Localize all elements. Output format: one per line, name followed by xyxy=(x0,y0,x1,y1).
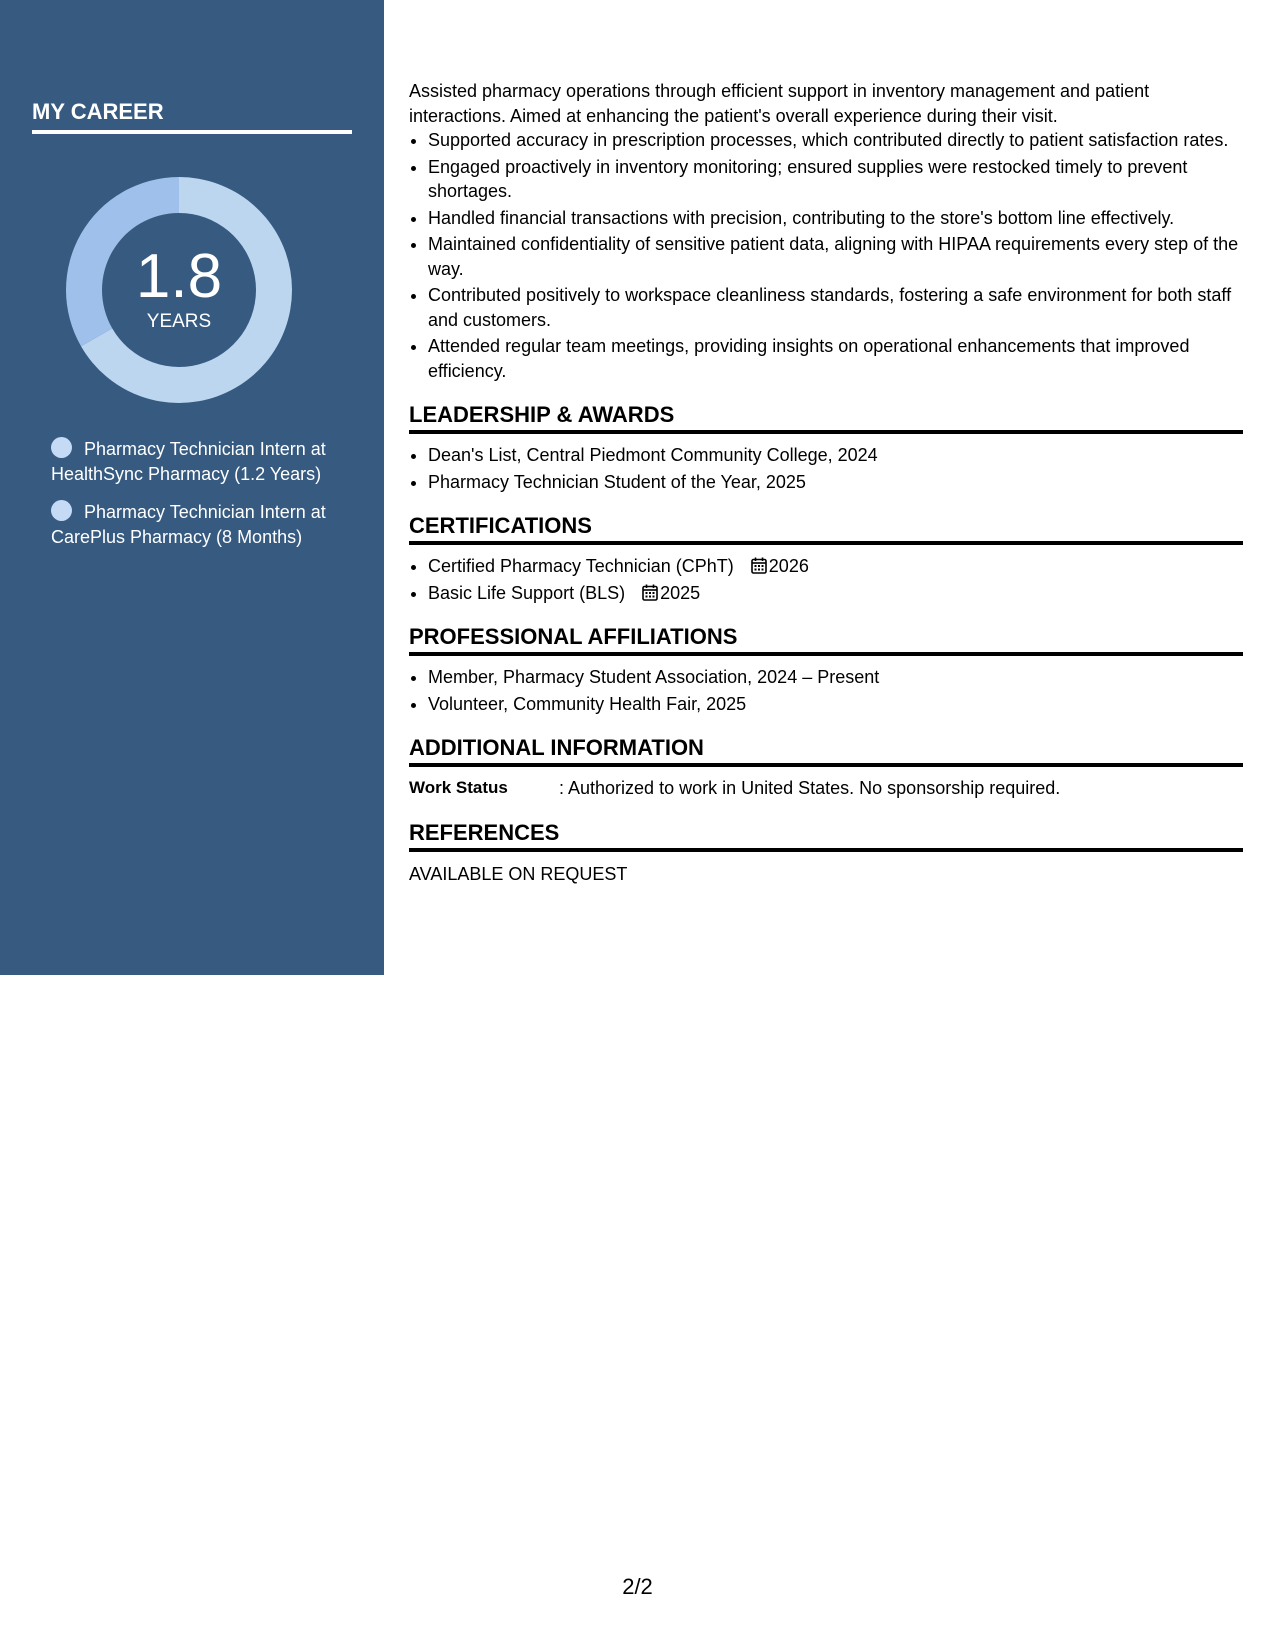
calendar-icon xyxy=(751,557,767,574)
career-years-value: 1.8 xyxy=(135,242,223,311)
career-legend-label: Pharmacy Technician Intern at CarePlus Pharmacy (8 Months) xyxy=(51,502,326,547)
experience-bullet: • Handled financial transactions with precision, contributing to the store's bottom line effectively. xyxy=(428,206,1243,231)
career-legend xyxy=(51,437,326,563)
certifications-heading: CERTIFICATIONS xyxy=(409,512,1243,545)
affiliations-list xyxy=(409,665,1243,716)
career-heading: MY CAREER xyxy=(32,99,164,124)
career-heading-rule xyxy=(32,130,352,134)
affiliation-item: • Volunteer, Community Health Fair, 2025 xyxy=(428,692,1243,717)
additional-info-heading: ADDITIONAL INFORMATION xyxy=(409,734,1243,767)
affiliations-heading: PROFESSIONAL AFFILIATIONS xyxy=(409,623,1243,656)
main-content xyxy=(409,79,1243,886)
career-legend-item xyxy=(51,437,326,486)
certification-item xyxy=(428,581,1243,606)
affiliation-item: • Member, Pharmacy Student Association, 2024 – Present xyxy=(428,665,1243,690)
certifications-list xyxy=(409,554,1243,605)
calendar-icon xyxy=(642,584,658,601)
page-number: 2/2 xyxy=(622,1574,653,1599)
career-years-unit: YEARS xyxy=(146,311,212,332)
leadership-item: • Dean's List, Central Piedmont Community College, 2024 xyxy=(428,443,1243,468)
legend-dot-icon xyxy=(51,437,72,458)
work-status-row xyxy=(409,776,1243,801)
experience-bullet: • Attended regular team meetings, providing insights on operational enhancements that improved efficiency. xyxy=(428,334,1243,383)
leadership-item: • Pharmacy Technician Student of the Year, 2025 xyxy=(428,470,1243,495)
career-legend-item xyxy=(51,500,326,549)
certification-item xyxy=(428,554,1243,579)
work-status-value: : Authorized to work in United States. No sponsorship required. xyxy=(559,778,1061,798)
sidebar xyxy=(0,0,384,975)
references-heading: REFERENCES xyxy=(409,819,1243,852)
experience-summary: Assisted pharmacy operations through efficient support in inventory management and patient interactions. Aimed at enhancing the patient's overall experience during their visit. xyxy=(409,81,1150,126)
certification-year: 2025 xyxy=(660,582,701,603)
certification-year: 2026 xyxy=(768,556,809,576)
legend-dot-icon xyxy=(51,500,72,521)
references-text: AVAILABLE ON REQUEST xyxy=(409,863,628,884)
experience-bullet: • Supported accuracy in prescription processes, which contributed directly to patient satisfaction rates. xyxy=(428,128,1243,153)
experience-bullet: • Engaged proactively in inventory monitoring; ensured supplies were restocked timely to prevent shortages. xyxy=(428,155,1243,204)
experience-bullet: • Maintained confidentiality of sensitive patient data, aligning with HIPAA requirements every step of the way. xyxy=(428,232,1243,281)
experience-bullet: • Contributed positively to workspace cleanliness standards, fostering a safe environment for both staff and customers. xyxy=(428,283,1243,332)
career-legend-label: Pharmacy Technician Intern at HealthSync Pharmacy (1.2 Years) xyxy=(51,439,326,484)
leadership-heading: LEADERSHIP & AWARDS xyxy=(409,401,1243,434)
leadership-list xyxy=(409,443,1243,494)
work-status-label: Work Status xyxy=(409,778,508,797)
experience-bullets xyxy=(409,128,1243,383)
certification-name: Certified Pharmacy Technician (CPhT) xyxy=(428,556,734,576)
certification-name: Basic Life Support (BLS) xyxy=(428,582,626,603)
